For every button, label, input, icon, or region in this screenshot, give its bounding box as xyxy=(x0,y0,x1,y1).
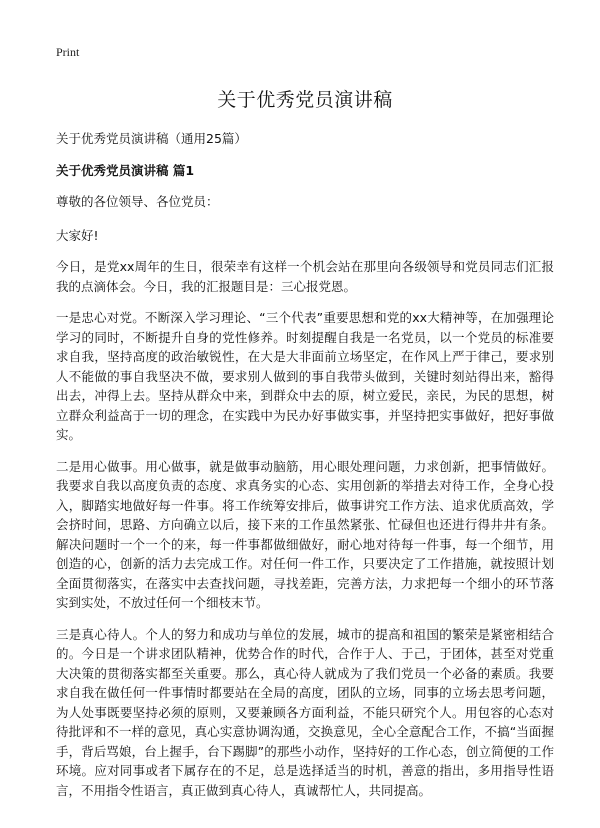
paragraph-diligence: 二是用心做事。用心做事，就是做事动脑筋，用心眼处理问题，力求创新，把事情做好。我要求自我以高度负责的态度、求真务实的心态、实用创新的举措去对待工作，全身心投入，脚踏实地做好每一件事。将工作统筹安排后，做事讲究工作方法、追求优质高效，学会挤时间，思路、方向确立以后，接下来的工作虽然紧张、忙碌但也还进行得井井有条。解决问题时一个一个的来，每一件事都做细做好，耐心地对待每一件事，每一个细节，用创造的心，创新的活力去完成工作。对任何一件工作，只要决定了工作措施，就按照计划全面贯彻落实，在落实中去查找问题，寻找差距，完善方法，力求把每一个细小的环节落实到实处，不放过任何一个细枝末节。 xyxy=(56,458,554,610)
print-link[interactable]: Print xyxy=(56,45,80,59)
greeting: 大家好! xyxy=(56,227,99,243)
paragraph-sincerity: 三是真心待人。个人的努力和成功与单位的发展，城市的提高和祖国的繁荣是紧密相结合的。今日是一个讲求团队精神，优势合作的时代，合作于人、于己，于团体，甚至对党重大决策的贯彻落实都至关重要。那么，真心待人就成为了我们党员一个必备的素质。我要求自我在做任何一件事情时都要站在全局的高度，团队的立场，同事的立场去思考问题，为人处事既要坚持必须的原则，又要兼顾各方面利益，不能只研究个人。用包容的心态对待批评和不一样的意见，真心实意协调沟通，交换意见，全心全意配合工作，不搞“当面握手，背后骂娘，台上握手，台下踢脚”的那些小动作，坚持好的工作心态，创立简便的工作环境。应对同事或者下属存在的不足，总是选择适当的时机，善意的指出，多用指导性语言，不用指令性语言，真正做到真心待人，真诚帮忙人，共同提高。 xyxy=(56,626,554,798)
paragraph-intro: 今日，是党xx周年的生日，很荣幸有这样一个机会站在那里向各级领导和党员同志们汇报我的点滴体会。今日，我的汇报题目是：三心报党恩。 xyxy=(56,259,554,294)
paragraph-loyalty: 一是忠心对党。不断深入学习理论、“三个代表”重要思想和党的xx大精神等，在加强理论学习的同时，不断提升自身的党性修养。时刻提醒自我是一名党员，以一个党员的标准要求自我，坚持高度的政治敏锐性，在大是大非面前立场坚定，在作风上严于律己，要求别人不能做的事自我坚决不做，要求别人做到的事自我带头做到，关键时刻站得出来，豁得出去，冲得上去。坚持从群众中来，到群众中去的原，树立爱民，亲民，为民的思想，树立群众利益高于一切的理念，在实践中为民办好事做实事，并坚持把实事做好，把好事做实。 xyxy=(56,310,554,442)
section-heading: 关于优秀党员演讲稿 篇1 xyxy=(56,163,195,178)
document-title: 关于优秀党员演讲稿 xyxy=(217,89,393,111)
salutation: 尊敬的各位领导、各位党员： xyxy=(56,194,219,209)
document-subtitle: 关于优秀党员演讲稿（通用25篇） xyxy=(56,131,247,146)
